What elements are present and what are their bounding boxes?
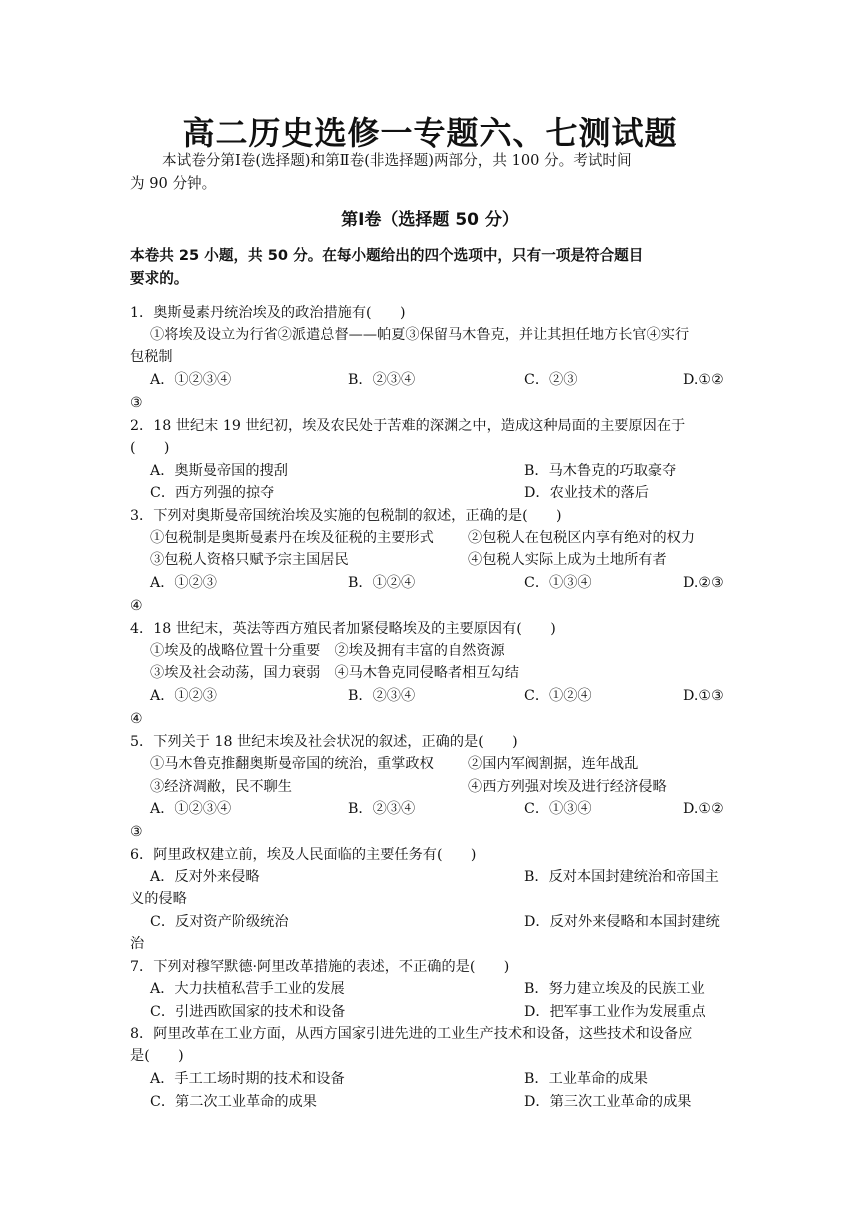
question-5-statement-3: ③经济凋敝，民不聊生: [150, 779, 292, 795]
question-4-statements-1: ①埃及的战略位置十分重要 ②埃及拥有丰富的自然资源: [150, 643, 505, 659]
question-6-option-d: D．反对外来侵略和本国封建统: [524, 914, 720, 930]
question-2-stem: 2．18 世纪末 19 世纪初，埃及农民处于苦难的深渊之中，造成这种局面的主要原因在于: [130, 418, 686, 434]
question-1-option-d: D.①②: [683, 372, 724, 388]
question-3-stem: 3．下列对奥斯曼帝国统治埃及实施的包税制的叙述，正确的是( ): [130, 508, 562, 524]
question-4-option-c: C．①②④: [524, 688, 592, 704]
question-4-option-d: D.①③: [683, 688, 724, 704]
question-8-option-a: A．手工工场时期的技术和设备: [150, 1071, 345, 1087]
question-3-statement-1: ①包税制是奥斯曼素丹在埃及征税的主要形式: [150, 530, 434, 546]
question-3-option-d: D.②③: [683, 575, 724, 591]
question-8-option-d: D．第三次工业革命的成果: [524, 1094, 692, 1110]
question-6-option-b-cont: 义的侵略: [130, 891, 187, 907]
question-6-option-c: C．反对资产阶级统治: [150, 914, 289, 930]
question-8-stem-cont: 是( ): [130, 1048, 184, 1064]
question-4-option-a: A．①②③: [150, 688, 217, 704]
question-5-option-b: B．②③④: [348, 801, 416, 817]
question-2-option-b: B．马木鲁克的巧取豪夺: [524, 463, 677, 479]
question-3-option-a: A．①②③: [150, 575, 217, 591]
question-1-option-a: A．①②③④: [150, 372, 232, 388]
question-2-option-c: C．西方列强的掠夺: [150, 485, 275, 501]
question-7-option-a: A．大力扶植私营手工业的发展: [150, 981, 345, 997]
question-3-option-d-cont: ④: [130, 598, 143, 614]
question-7-option-b: B．努力建立埃及的民族工业: [524, 981, 705, 997]
question-3-statement-3: ③包税人资格只赋予宗主国居民: [150, 552, 349, 568]
question-1-statement: ①将埃及设立为行省②派遣总督——帕夏③保留马木鲁克，并让其担任地方长官④实行: [150, 327, 690, 343]
question-2-stem-cont: ( ): [130, 440, 170, 456]
question-8-stem: 8．阿里改革在工业方面，从西方国家引进先进的工业生产技术和设备，这些技术和设备应: [130, 1026, 693, 1042]
question-5-statement-4: ④西方列强对埃及进行经济侵略: [468, 779, 667, 795]
question-5-statement-1: ①马木鲁克推翻奥斯曼帝国的统治，重掌政权: [150, 756, 434, 772]
question-3-statement-4: ④包税人实际上成为土地所有者: [468, 552, 667, 568]
question-6-option-a: A．反对外来侵略: [150, 869, 260, 885]
section-title: 第Ⅰ卷（选择题 50 分）: [341, 210, 519, 230]
question-1-option-b: B．②③④: [348, 372, 416, 388]
question-5-option-c: C．①③④: [524, 801, 592, 817]
question-7-stem: 7．下列对穆罕默德·阿里改革措施的表述，不正确的是( ): [130, 959, 510, 975]
question-5-option-d-cont: ③: [130, 824, 143, 840]
question-3-option-b: B．①②④: [348, 575, 416, 591]
instruction-line-2: 要求的。: [130, 270, 189, 287]
question-1-option-c: C．②③: [524, 372, 578, 388]
question-6-stem: 6．阿里政权建立前，埃及人民面临的主要任务有( ): [130, 847, 477, 863]
question-8-option-b: B．工业革命的成果: [524, 1071, 648, 1087]
question-4-option-b: B．②③④: [348, 688, 416, 704]
question-8-option-c: C．第二次工业革命的成果: [150, 1094, 317, 1110]
intro-line-2: 为 90 分钟。: [130, 175, 217, 192]
intro-line-1: 本试卷分第Ⅰ卷(选择题)和第Ⅱ卷(非选择题)两部分，共 100 分。考试时间: [162, 152, 632, 169]
question-7-option-d: D．把军事工业作为发展重点: [524, 1004, 706, 1020]
question-5-statement-2: ②国内军阀割据，连年战乱: [468, 756, 639, 772]
question-4-statements-2: ③埃及社会动荡，国力衰弱 ④马木鲁克同侵略者相互勾结: [150, 665, 519, 681]
question-7-option-c: C．引进西欧国家的技术和设备: [150, 1004, 346, 1020]
question-1-option-d-cont: ③: [130, 395, 143, 411]
question-1-stem: 1．奥斯曼素丹统治埃及的政治措施有( ): [130, 305, 406, 321]
question-4-option-d-cont: ④: [130, 711, 143, 727]
page-title: 高二历史选修一专题六、七测试题: [182, 114, 678, 152]
question-3-statement-2: ②包税人在包税区内享有绝对的权力: [468, 530, 696, 546]
question-2-option-a: A．奥斯曼帝国的搜刮: [150, 463, 288, 479]
question-6-option-d-cont: 治: [130, 936, 145, 952]
question-3-option-c: C．①③④: [524, 575, 592, 591]
question-6-option-b: B．反对本国封建统治和帝国主: [524, 869, 719, 885]
instruction-line-1: 本卷共 25 小题，共 50 分。在每小题给出的四个选项中，只有一项是符合题目: [130, 247, 644, 264]
question-1-statement-cont: 包税制: [130, 349, 173, 365]
question-4-stem: 4．18 世纪末，英法等西方殖民者加紧侵略埃及的主要原因有( ): [130, 621, 556, 637]
question-5-stem: 5．下列关于 18 世纪末埃及社会状况的叙述，正确的是( ): [130, 734, 518, 750]
question-5-option-a: A．①②③④: [150, 801, 232, 817]
question-2-option-d: D．农业技术的落后: [524, 485, 649, 501]
question-5-option-d: D.①②: [683, 801, 724, 817]
